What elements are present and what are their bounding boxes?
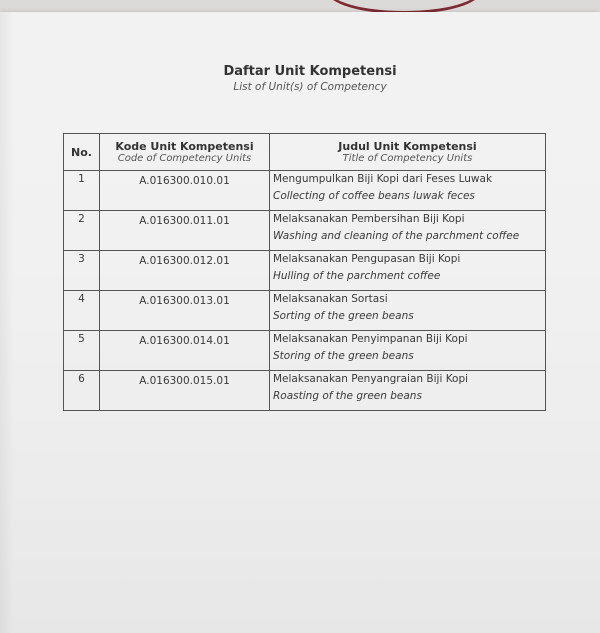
unit-title-en: Washing and cleaning of the parchment coffee: [273, 230, 520, 242]
unit-code: A.016300.015.01: [100, 371, 270, 411]
header-code-label: Kode Unit Kompetensi: [115, 140, 254, 153]
unit-title-cell: [270, 251, 546, 291]
table-row: [64, 171, 546, 211]
unit-title-cell: [270, 211, 546, 251]
table-header-row: [64, 134, 546, 171]
unit-code: A.016300.013.01: [100, 291, 270, 331]
unit-title: Melaksanakan Pembersihan Biji Kopi: [273, 213, 465, 225]
unit-title-en: Hulling of the parchment coffee: [273, 270, 441, 282]
unit-title-cell: [270, 171, 546, 211]
row-number: 5: [64, 331, 100, 371]
table-row: [64, 331, 546, 371]
header-code: [100, 134, 270, 171]
unit-title: Melaksanakan Penyangraian Biji Kopi: [273, 373, 469, 385]
unit-title-cell: [270, 371, 546, 411]
unit-title: Melaksanakan Penyimpanan Biji Kopi: [273, 333, 468, 345]
row-number: 2: [64, 211, 100, 251]
unit-title-en: Collecting of coffee beans luwak feces: [273, 190, 475, 202]
unit-title-cell: [270, 331, 546, 371]
table-row: [64, 251, 546, 291]
unit-title-en: Roasting of the green beans: [273, 390, 422, 402]
unit-title: Melaksanakan Pengupasan Biji Kopi: [273, 253, 461, 265]
page-shadow: [0, 12, 14, 633]
header-title-label-en: Title of Competency Units: [342, 153, 473, 164]
header-title-label: Judul Unit Kompetensi: [338, 140, 477, 153]
row-number: 4: [64, 291, 100, 331]
unit-code: A.016300.011.01: [100, 211, 270, 251]
table-row: [64, 211, 546, 251]
table-row: [64, 291, 546, 331]
document-subtitle: List of Unit(s) of Competency: [233, 81, 387, 93]
header-code-label-en: Code of Competency Units: [117, 153, 252, 164]
document-title: Daftar Unit Kompetensi: [223, 64, 397, 79]
unit-code: A.016300.012.01: [100, 251, 270, 291]
unit-title: Mengumpulkan Biji Kopi dari Feses Luwak: [273, 173, 493, 185]
unit-title-en: Storing of the green beans: [273, 350, 414, 362]
document-page: [0, 12, 600, 633]
header-no-label: No.: [71, 145, 92, 159]
row-number: 3: [64, 251, 100, 291]
unit-title-en: Sorting of the green beans: [273, 310, 414, 322]
unit-title-cell: [270, 291, 546, 331]
row-number: 1: [64, 171, 100, 211]
unit-title: Melaksanakan Sortasi: [273, 293, 388, 305]
row-number: 6: [64, 371, 100, 411]
header-title: [270, 134, 546, 171]
unit-code: A.016300.010.01: [100, 171, 270, 211]
unit-code: A.016300.014.01: [100, 331, 270, 371]
competency-units-table: [63, 133, 546, 411]
table-row: [64, 371, 546, 411]
header-no: [64, 134, 100, 171]
